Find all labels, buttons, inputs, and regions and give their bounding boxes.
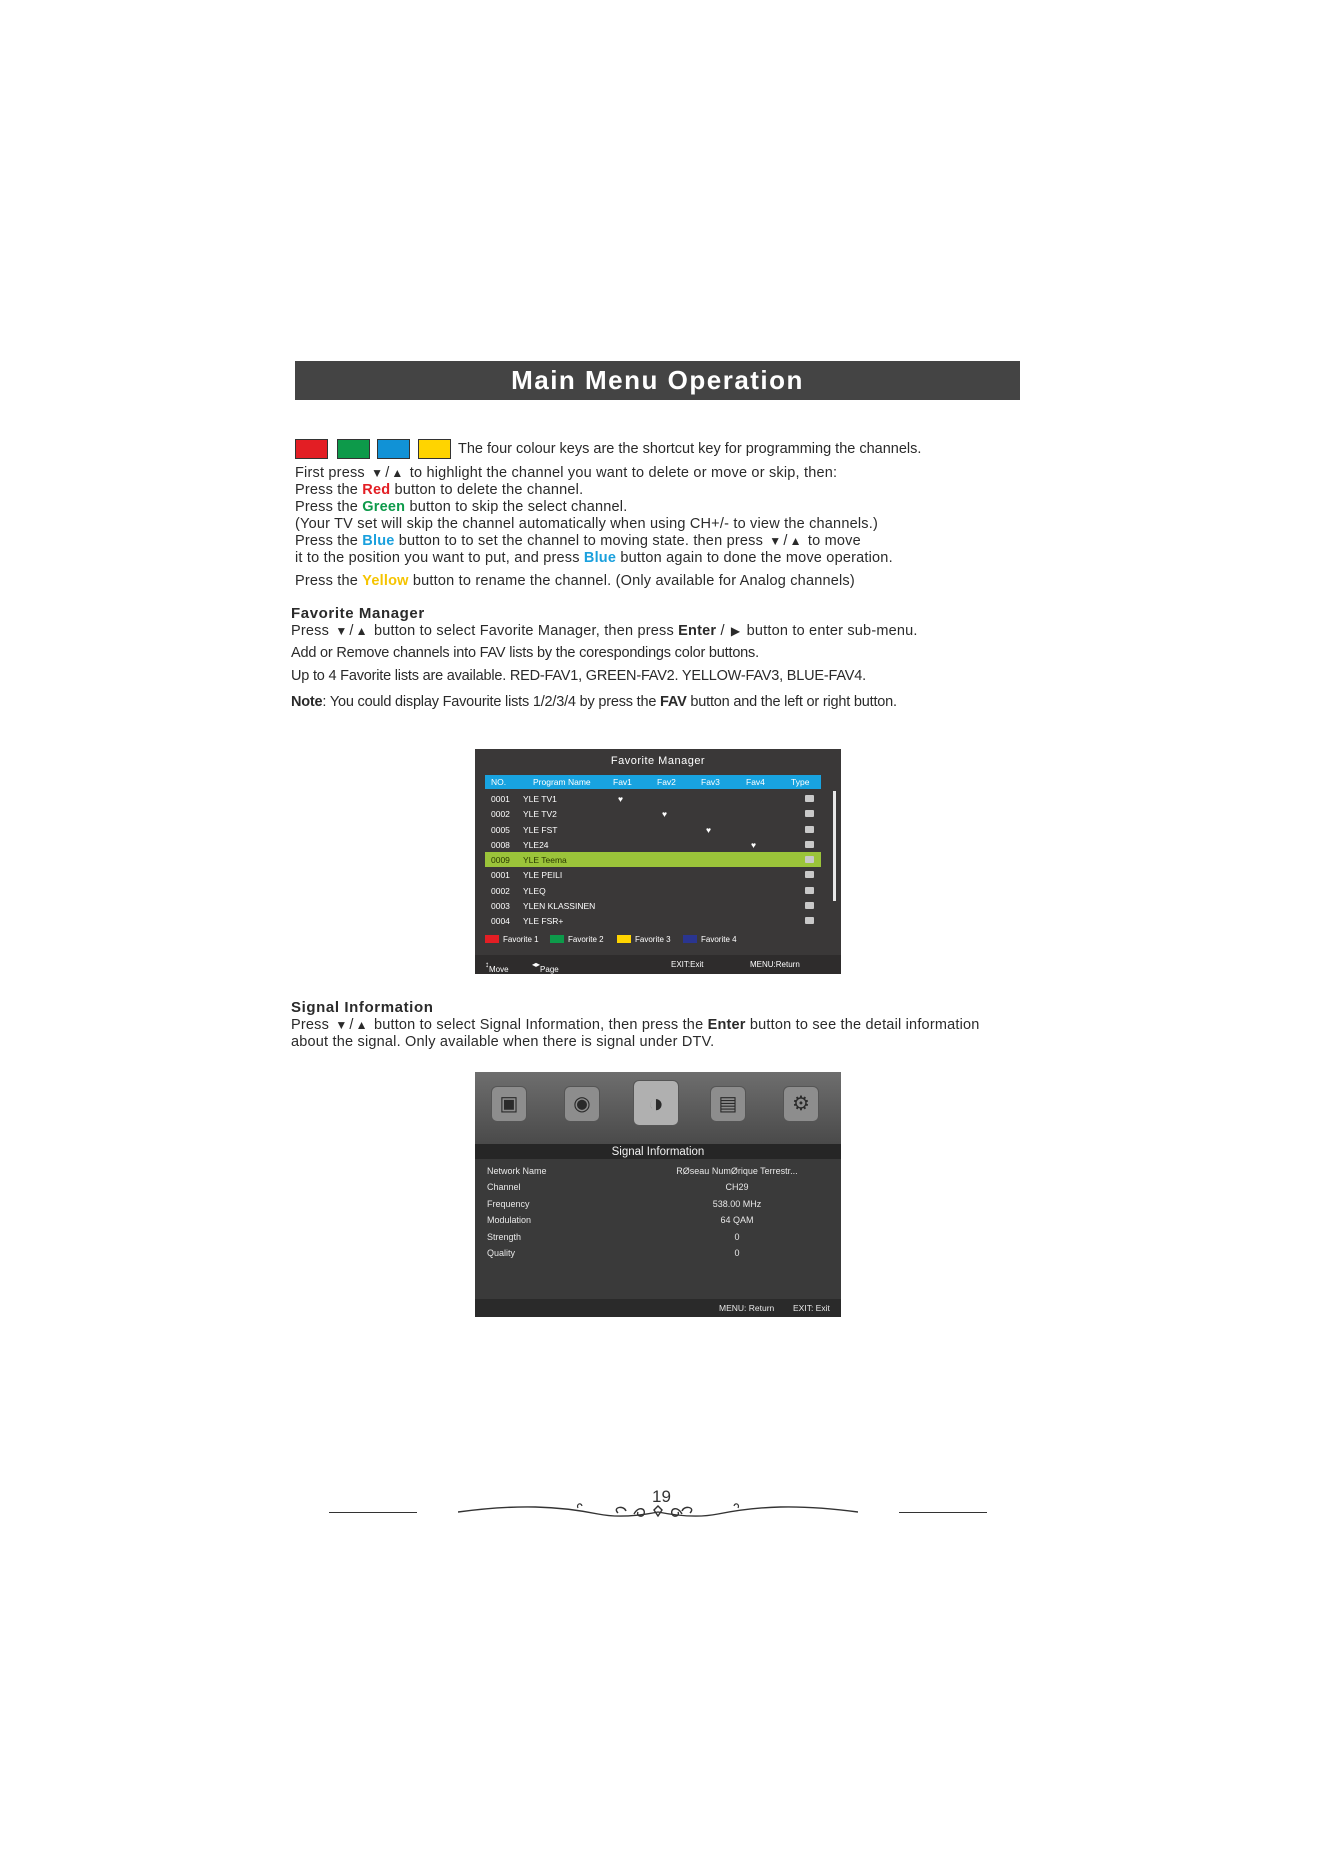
fm-footer-page: ◂▸ Page: [532, 960, 559, 974]
channel-row[interactable]: [485, 898, 821, 913]
legend-label: Favorite 2: [568, 935, 604, 944]
green-keyword: Green: [362, 499, 406, 515]
instruction-text: to move: [807, 533, 861, 549]
instruction-text: button to rename the channel. (Only available for Analog channels): [412, 573, 855, 589]
signal-detail-label: Modulation: [487, 1215, 532, 1226]
sound-icon[interactable]: ◉: [564, 1086, 600, 1122]
channel-name: YLE Teema: [523, 855, 567, 866]
channel-icon[interactable]: ◑: [633, 1080, 679, 1126]
signal-information-heading: Signal Information: [291, 999, 434, 1016]
si-footer: [475, 1299, 841, 1317]
favorite-manager-paragraph-2: Add or Remove channels into FAV lists by the corespondings color buttons.: [291, 645, 759, 661]
instruction-text: Press the: [295, 482, 359, 498]
channel-number: 0001: [491, 794, 510, 804]
up-arrow-icon: ▲: [355, 1018, 368, 1032]
signal-detail-label: Frequency: [487, 1198, 530, 1209]
channel-row[interactable]: [485, 837, 821, 852]
colour-keys-description: The four colour keys are the shortcut key for programming the channels.: [458, 441, 922, 457]
colour-keys-row: [295, 439, 1035, 461]
favorite-heart-icon: ♥: [751, 839, 757, 850]
footer-rule-left: [329, 1512, 417, 1513]
instruction-line-4: (Your TV set will skip the channel automatically when using CH+/- to view the channels.): [295, 516, 878, 532]
instruction-text: Press the: [295, 533, 359, 549]
channel-number: 0002: [491, 809, 510, 820]
instruction-text: button to enter sub-menu.: [746, 623, 918, 639]
up-arrow-icon: ▲: [355, 624, 368, 638]
blue-keyword: Blue: [362, 533, 395, 549]
instruction-text: Press the: [295, 499, 359, 515]
signal-detail-label: Quality: [487, 1248, 516, 1258]
signal-detail-value: RØseau NumØrique Terrestr...: [676, 1166, 798, 1176]
footer-rule-right: [899, 1512, 987, 1513]
signal-detail-row: [487, 1166, 827, 1180]
legend-label: Favorite 1: [503, 935, 539, 944]
signal-detail-label: Network Name: [487, 1166, 547, 1176]
signal-information-paragraph-2: about the signal. Only available when there is signal under DTV.: [291, 1034, 715, 1050]
instruction-text: button to see the detail information: [749, 1017, 980, 1033]
signal-information-screen: [475, 1072, 841, 1317]
favorite-heart-icon: ♥: [662, 809, 668, 820]
up-arrow-icon: ▲: [391, 466, 404, 480]
channel-row[interactable]: [485, 822, 821, 837]
yellow-swatch-icon: [617, 935, 631, 943]
instruction-text: : You could display Favourite lists 1/2/3/4 by press the: [322, 694, 657, 710]
si-footer-menu: MENU: Return: [719, 1303, 775, 1313]
fm-column-header: [485, 775, 821, 789]
si-footer-exit: EXIT: Exit: [793, 1303, 830, 1313]
signal-detail-label: Strength: [487, 1231, 522, 1242]
instruction-text: to highlight the channel you want to delete or move or skip, then:: [409, 465, 838, 481]
instruction-text: button again to done the move operation.: [620, 550, 893, 566]
up-arrow-icon: ▲: [789, 534, 802, 548]
favorite-heart-icon: ♥: [618, 794, 624, 804]
channel-number: 0009: [491, 855, 510, 866]
channel-row[interactable]: [485, 883, 821, 898]
instruction-line-7: [295, 573, 855, 589]
channel-number: 0002: [491, 885, 510, 896]
down-arrow-icon: ▼: [769, 534, 782, 548]
channel-row[interactable]: [485, 791, 821, 806]
channel-name: YLE PEILI: [523, 870, 563, 881]
column-type: Type: [791, 777, 810, 787]
page-title: Main Menu Operation: [295, 361, 1020, 400]
blue-keyword: Blue: [583, 550, 617, 566]
enter-keyword: Enter: [707, 1017, 746, 1033]
channel-number: 0008: [491, 839, 510, 850]
instruction-text: button and the left or right button.: [690, 694, 897, 710]
signal-detail-value: 538.00 MHz: [712, 1198, 762, 1209]
fm-footer: [475, 955, 841, 974]
instruction-line-2: [295, 482, 583, 498]
column-fav1: Fav1: [613, 777, 632, 787]
column-program-name: Program Name: [533, 777, 591, 787]
setup-icon[interactable]: ⚙: [783, 1086, 819, 1122]
channel-number: 0001: [491, 870, 510, 881]
channel-name: YLEN KLASSINEN: [523, 901, 596, 912]
fm-title: Favorite Manager: [610, 755, 706, 767]
channel-number: 0004: [491, 916, 510, 927]
instruction-line-1: First press ▼ / ▲ to highlight the channel you want to delete or move or skip, then:: [295, 465, 838, 481]
channel-number: 0003: [491, 901, 510, 912]
signal-detail-label: Channel: [487, 1182, 521, 1193]
instruction-text: button to skip the select channel.: [409, 499, 628, 515]
signal-detail-row: [487, 1232, 827, 1246]
green-swatch-icon: [550, 935, 564, 943]
column-fav2: Fav2: [657, 777, 676, 787]
footer-label: Page: [540, 965, 559, 974]
channel-name: YLE FST: [523, 824, 558, 835]
enter-keyword: Enter: [678, 623, 717, 639]
fm-footer-menu: MENU:Return: [750, 960, 800, 969]
green-key-icon: [337, 439, 370, 459]
right-arrow-icon: ▶: [730, 624, 741, 638]
channel-name: YLE TV2: [523, 809, 557, 820]
yellow-keyword: Yellow: [362, 573, 409, 589]
tv-type-icon: [805, 902, 814, 909]
tv-type-icon: [805, 826, 814, 833]
red-swatch-icon: [485, 935, 499, 943]
instruction-text: Press the: [295, 573, 359, 589]
signal-detail-value: 0: [734, 1248, 740, 1258]
fm-scrollbar[interactable]: [833, 791, 836, 901]
instruction-text: button to select Favorite Manager, then press: [373, 623, 674, 639]
channel-row[interactable]: [485, 806, 821, 821]
instruction-text: First press: [295, 465, 365, 481]
signal-detail-row: [487, 1215, 827, 1229]
instruction-text: Press: [291, 1017, 330, 1033]
fm-legend: [485, 935, 825, 947]
lock-icon[interactable]: ▤: [710, 1086, 746, 1122]
tv-type-icon: [805, 917, 814, 924]
instruction-text: button to select Signal Information, then press the: [373, 1017, 704, 1033]
tv-type-icon: [805, 841, 814, 848]
down-arrow-icon: ▼: [371, 466, 384, 480]
instruction-text: button to to set the channel to moving state. then press: [398, 533, 764, 549]
channel-row[interactable]: [485, 867, 821, 882]
fav-keyword: FAV: [660, 694, 687, 710]
channel-name: YLEQ: [523, 885, 546, 896]
channel-name: YLE24: [523, 839, 549, 850]
page-number: 19: [652, 1487, 671, 1506]
instruction-line-5: Press the Blue button to to set the channel to moving state. then press ▼ / ▲ to move: [295, 533, 861, 549]
fm-footer-exit: EXIT:Exit: [671, 960, 704, 969]
legend-favorite-2: [550, 935, 604, 944]
favorite-manager-heading: Favorite Manager: [291, 605, 425, 622]
footer-ornament-icon: [458, 1496, 858, 1526]
instruction-line-6: [295, 550, 893, 566]
picture-icon[interactable]: ▣: [491, 1086, 527, 1122]
note-label: Note: [291, 694, 323, 710]
favorite-heart-icon: ♥: [706, 824, 712, 835]
blue-swatch-icon: [683, 935, 697, 943]
legend-label: Favorite 4: [701, 935, 737, 944]
signal-detail-value: 0: [734, 1231, 740, 1242]
channel-row[interactable]: [485, 852, 821, 867]
instruction-text: it to the position you want to put, and press: [295, 550, 580, 566]
signal-detail-value: 64 QAM: [720, 1215, 754, 1226]
favorite-manager-paragraph-3: Up to 4 Favorite lists are available. RED-FAV1, GREEN-FAV2. YELLOW-FAV3, BLUE-FAV4.: [291, 668, 866, 684]
fm-channel-list: [485, 791, 821, 929]
signal-detail-row: [487, 1182, 827, 1196]
signal-detail-value: CH29: [725, 1182, 749, 1193]
favorite-manager-paragraph-1: Press ▼ / ▲ button to select Favorite Manager, then press Enter / ▶ button to enter sub-menu.: [291, 623, 918, 639]
tv-type-icon: [805, 795, 814, 802]
tv-type-icon: [805, 856, 814, 863]
tv-type-icon: [805, 810, 814, 817]
signal-information-paragraph-1: Press ▼ / ▲ button to select Signal Information, then press the Enter button to see the detail information: [291, 1017, 980, 1033]
column-fav3: Fav3: [701, 777, 720, 787]
instruction-text: Press: [291, 623, 330, 639]
legend-favorite-3: [617, 935, 671, 944]
si-title: Signal Information: [611, 1146, 705, 1158]
down-arrow-icon: ▼: [335, 624, 348, 638]
channel-number: 0005: [491, 824, 510, 835]
red-keyword: Red: [362, 482, 391, 498]
signal-detail-row: [487, 1248, 827, 1262]
channel-name: YLE TV1: [523, 794, 557, 804]
legend-label: Favorite 3: [635, 935, 671, 944]
column-no: NO.: [491, 777, 507, 787]
tv-type-icon: [805, 887, 814, 894]
favorite-manager-screen: [475, 749, 841, 974]
column-fav4: Fav4: [746, 777, 765, 787]
channel-name: YLE FSR+: [523, 916, 564, 927]
footer-label: Move: [489, 965, 509, 974]
red-key-icon: [295, 439, 328, 459]
si-menu-icon-bar: [475, 1072, 841, 1144]
channel-row[interactable]: [485, 913, 821, 928]
signal-detail-row: [487, 1199, 827, 1213]
favorite-manager-note: [291, 694, 897, 710]
legend-favorite-4: [683, 935, 737, 944]
tv-type-icon: [805, 871, 814, 878]
legend-favorite-1: [485, 935, 539, 944]
instruction-line-3: [295, 499, 627, 515]
fm-footer-move: ↕ Move: [485, 960, 509, 974]
down-arrow-icon: ▼: [335, 1018, 348, 1032]
yellow-key-icon: [418, 439, 451, 459]
blue-key-icon: [377, 439, 410, 459]
instruction-text: button to delete the channel.: [394, 482, 584, 498]
